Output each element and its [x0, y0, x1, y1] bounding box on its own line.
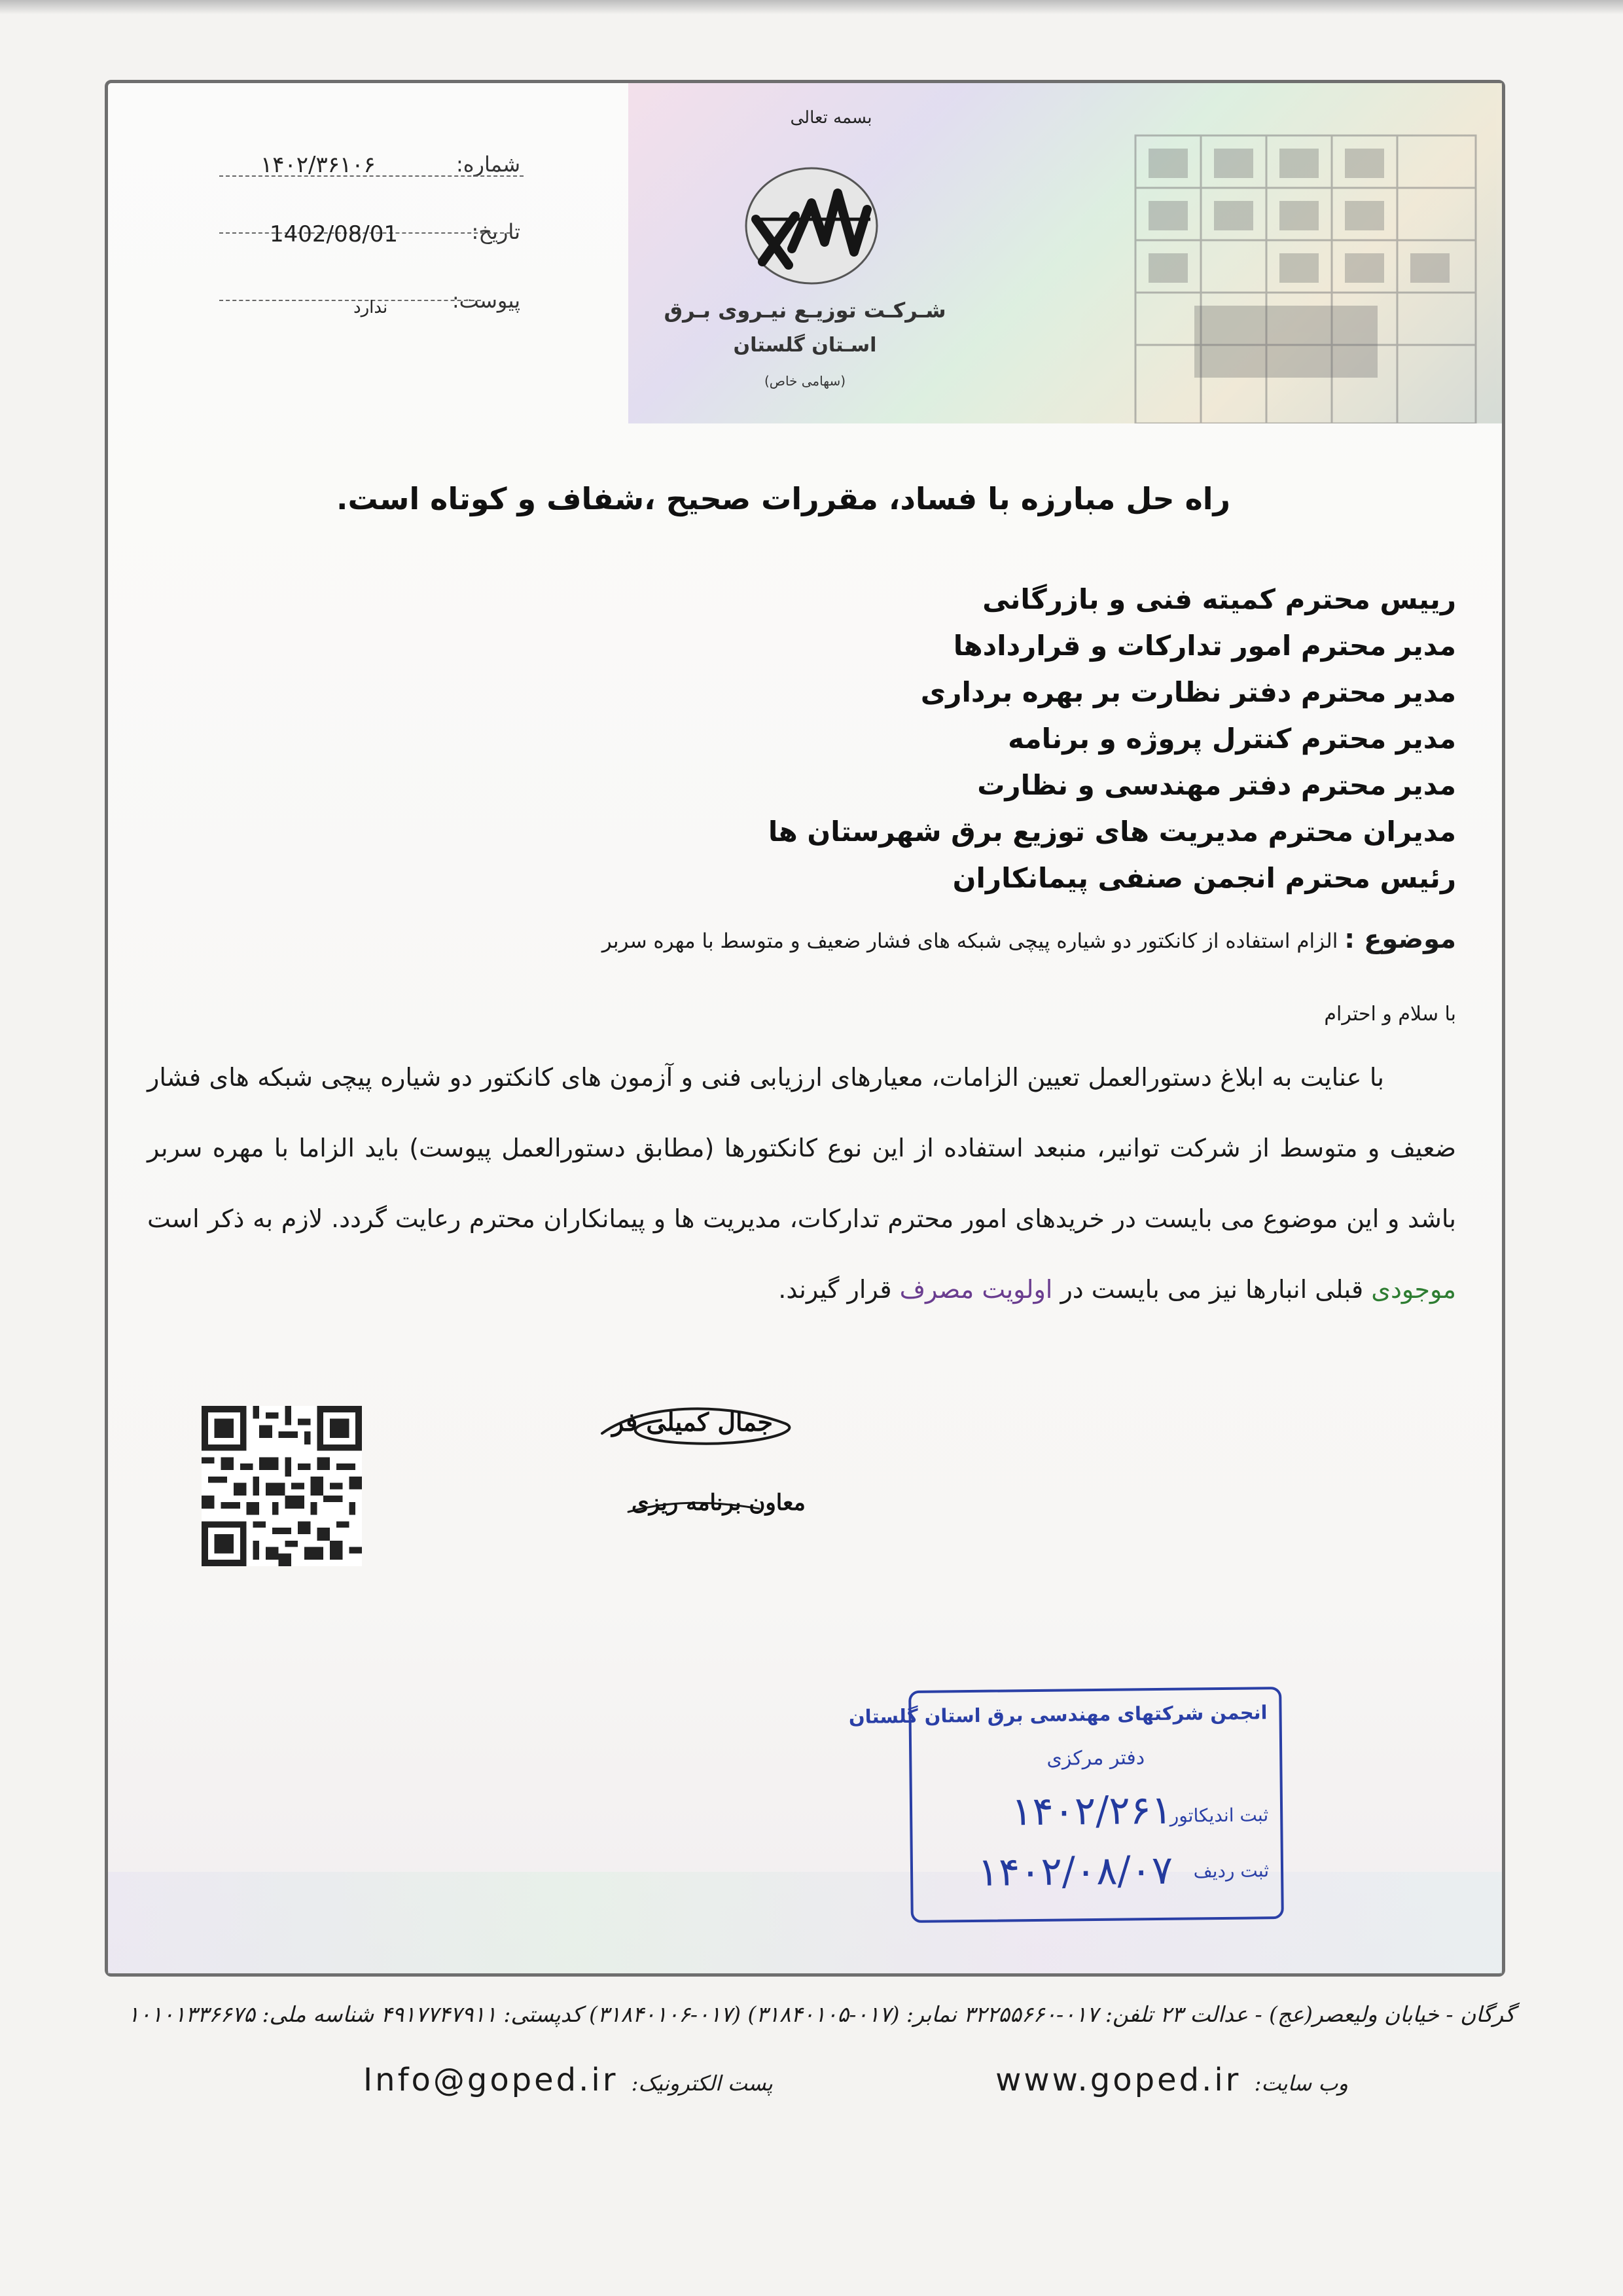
stamp-organization: انجمن شرکتهای مهندسی برق استان گلستان	[848, 1701, 1268, 1728]
email-link[interactable]: Info@goped.ir	[363, 2062, 618, 2098]
stamp-indicator-value: ۱۴۰۲/۲۶۱	[1010, 1787, 1173, 1835]
headline-slogan: راه حل مبارزه با فساد، مقررات صحیح ،شفاف و کوتاه است.	[336, 481, 1230, 516]
recipient-item: مدیر محترم امور تدارکات و قراردادها	[953, 630, 1456, 662]
body-part-3: قرار گیرند.	[778, 1275, 900, 1304]
stamp-row-value: ۱۴۰۲/۰۸/۰۷	[977, 1847, 1173, 1895]
date-label: تاریخ:	[471, 219, 520, 244]
qr-code-icon	[202, 1406, 362, 1566]
attachment-label: پیوست:	[452, 288, 520, 313]
registration-stamp	[848, 1687, 1284, 1923]
signatory-name: جمال کمیلی فر	[612, 1407, 774, 1437]
body-highlight-inventory: موجودی	[1371, 1275, 1456, 1304]
building-illustration	[1096, 83, 1502, 423]
frame-bottom-tint	[108, 1872, 1502, 1973]
recipient-item: مدیران محترم مدیریت های توزیع برق شهرستان ها	[768, 816, 1456, 848]
page-top-edge	[0, 0, 1623, 14]
subject-text: الزام استفاده از کانکتور دو شیاره پیچی شبکه های فشار ضعیف و متوسط با مهره سربر	[601, 929, 1338, 953]
recipients-list	[540, 576, 1456, 901]
stamp-row-label: ثبت ردیف	[1193, 1859, 1270, 1882]
body-part-2: قبلی انبارها نیز می بایست در	[1052, 1275, 1372, 1304]
company-name: شـرکـت توزیـع نیـروی بـرق	[664, 298, 946, 323]
recipient-item: مدیر محترم دفتر مهندسی و نظارت	[977, 769, 1456, 801]
subject-label: موضوع :	[1344, 924, 1456, 954]
footer-website	[995, 2062, 1348, 2098]
recipient-item: مدیر محترم کنترل پروژه و برنامه	[1008, 723, 1456, 755]
stamp-office: دفتر مرکزی	[1046, 1746, 1145, 1770]
recipient-item: مدیر محترم دفتر نظارت بر بهره برداری	[920, 676, 1456, 708]
body-part-1: با عنایت به ابلاغ دستورالعمل تعیین الزامات، معیارهای ارزیابی فنی و آزمون های کانکتور دو شیاره پیچی شبکه های فشار ضعیف و متوسط از شرکت توانیر، منبعد استفاده از این نوع کانکتورها (مطابق دستورالعمل پیوست) باید الزاما با مهره سربر باشد و این موضوع می بایست در خریدهای امور محترم تدارکات، مدیریت ها و پیمانکاران محترم رعایت گردد. لازم به ذکر است	[147, 1063, 1456, 1233]
company-logo-icon	[740, 164, 883, 288]
number-label: شماره:	[455, 152, 520, 177]
attachment-line	[219, 300, 481, 301]
stamp-indicator-label: ثبت اندیکاتور	[1169, 1804, 1269, 1827]
attachment-value: ندارد	[353, 298, 388, 317]
website-label: وب سایت:	[1254, 2071, 1348, 2096]
date-value: 1402/08/01	[270, 221, 398, 247]
basmala: بسمه تعالی	[790, 108, 872, 128]
date-field	[472, 219, 520, 244]
number-field	[456, 152, 520, 177]
letter-body	[147, 1042, 1456, 1325]
footer-contact-line: گرگان - خیابان ولیعصر(عج) - عدالت ۲۳ تلفن: ۰۱۷-۳۲۲۵۵۶۶۰ نمابر: (۰۱۷-۳۱۸۴۰۱۰۵) (۰۱۷-۳۱۸۴۰۱۰۶) کدپستی: ۴۹۱۷۷۴۷۹۱۱ شناسه ملی: ۱۰۱۰۱۳۳۶۶۷۵	[128, 2001, 1515, 2027]
subject-line	[602, 924, 1456, 954]
number-value: ۱۴۰۲/۳۶۱۰۶	[260, 152, 376, 178]
website-link[interactable]: www.goped.ir	[995, 2062, 1241, 2098]
company-province: اسـتان گلستان	[733, 334, 877, 357]
greeting: با سلام و احترام	[1324, 1003, 1456, 1026]
body-highlight-priority: اولویت مصرف	[899, 1275, 1053, 1304]
company-type: (سهامی خاص)	[764, 373, 846, 389]
email-label: پست الکترونیک:	[631, 2071, 773, 2096]
signatory-title: معاون برنامه ریزی	[632, 1490, 806, 1516]
recipient-item: رئیس محترم انجمن صنفی پیمانکاران	[952, 862, 1456, 894]
footer-email	[363, 2062, 773, 2098]
recipient-item: رییس محترم کمیته فنی و بازرگانی	[982, 583, 1456, 615]
